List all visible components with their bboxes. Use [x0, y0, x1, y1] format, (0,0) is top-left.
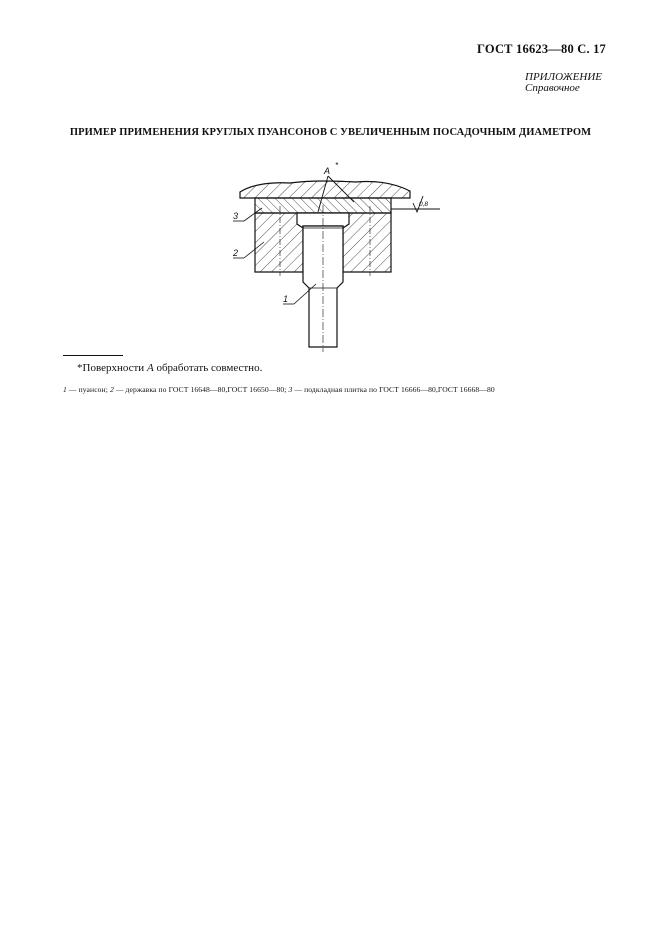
legend-text-3: — подкладная плитка по ГОСТ 16666—80,ГОСТ 16668—80 — [292, 385, 495, 394]
part-1-number: 1 — [283, 294, 289, 304]
assembly-drawing — [0, 0, 661, 360]
legend-num-1: 1 — [63, 385, 67, 394]
footnote-marker: * — [77, 362, 83, 374]
footnote-text-before: Поверхности — [82, 362, 147, 374]
surface-a-label: A — [324, 166, 331, 176]
legend-num-3: 3 — [288, 385, 293, 394]
legend-text-2: — державка по ГОСТ 16648—80,ГОСТ 16650—80; — [113, 385, 289, 394]
parts-legend — [63, 385, 495, 394]
footnote — [77, 362, 262, 374]
surface-a-mark: * — [335, 161, 339, 170]
part-3-number: 3 — [233, 211, 239, 221]
appendix-title: ПРИЛОЖЕНИЕ — [525, 71, 602, 83]
page-header: ГОСТ 16623—80 С. 17 — [477, 42, 606, 56]
page-title: ПРИМЕР ПРИМЕНЕНИЯ КРУГЛЫХ ПУАНСОНОВ С УВЕЛИЧЕННЫМ ПОСАДОЧНЫМ ДИАМЕТРОМ — [69, 127, 592, 138]
punch — [297, 205, 349, 352]
roughness-value: 0,8 — [419, 201, 429, 208]
footnote-rule — [63, 355, 123, 356]
legend-text-1: — пуансон; — [66, 385, 110, 394]
appendix-type: Справочное — [525, 82, 580, 94]
footnote-text-after: обработать совместно. — [153, 362, 263, 374]
legend-num-2: 2 — [109, 385, 114, 394]
upper-plate — [240, 181, 410, 198]
footnote-letter: A — [146, 362, 154, 374]
part-2-number: 2 — [233, 248, 239, 258]
